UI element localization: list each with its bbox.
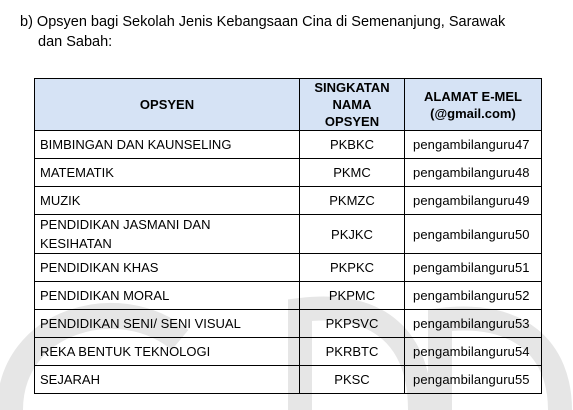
- row-email: pengambilanguru51: [405, 254, 542, 282]
- row-singkatan: PKRBTC: [300, 338, 405, 366]
- header-singkatan-line2: NAMA OPSYEN: [324, 97, 380, 129]
- table-row: [35, 366, 542, 394]
- row-email: pengambilanguru47: [405, 131, 542, 159]
- row-opsyen: PENDIDIKAN KHAS: [35, 254, 300, 282]
- table-row: [35, 159, 542, 187]
- row-singkatan: PKPMC: [300, 282, 405, 310]
- row-opsyen: MATEMATIK: [35, 159, 300, 187]
- header-singkatan: [300, 79, 405, 131]
- header-singkatan-line1: SINGKATAN: [314, 80, 390, 95]
- table-row: [35, 215, 542, 254]
- row-opsyen: SEJARAH: [35, 366, 300, 394]
- header-email-line1: ALAMAT E-MEL: [424, 88, 522, 104]
- row-singkatan: PKSC: [300, 366, 405, 394]
- row-singkatan: PKMC: [300, 159, 405, 187]
- table-row: [35, 254, 542, 282]
- table-header-row: [35, 79, 542, 131]
- opsyen-table: [34, 78, 542, 394]
- row-singkatan: PKBKC: [300, 131, 405, 159]
- row-email: pengambilanguru55: [405, 366, 542, 394]
- header-email: [405, 79, 542, 131]
- row-opsyen: PENDIDIKAN MORAL: [35, 282, 300, 310]
- table-row: [35, 338, 542, 366]
- header-email-line2: (@gmail.com): [430, 105, 516, 121]
- table-row: [35, 310, 542, 338]
- table-row: [35, 131, 542, 159]
- row-singkatan: PKJKC: [300, 215, 405, 254]
- row-singkatan: PKPSVC: [300, 310, 405, 338]
- row-opsyen: [35, 215, 300, 254]
- row-opsyen: BIMBINGAN DAN KAUNSELING: [35, 131, 300, 159]
- row-opsyen-line2: KESIHATAN: [40, 236, 112, 251]
- row-email: pengambilanguru50: [405, 215, 542, 254]
- row-opsyen-line1: PENDIDIKAN JASMANI DAN: [40, 217, 211, 232]
- intro-line-2: dan Sabah:: [38, 34, 113, 50]
- intro-paragraph: [20, 12, 555, 52]
- row-singkatan: PKMZC: [300, 187, 405, 215]
- row-email: pengambilanguru49: [405, 187, 542, 215]
- table-row: [35, 187, 542, 215]
- header-opsyen: OPSYEN: [35, 79, 300, 131]
- row-email: pengambilanguru48: [405, 159, 542, 187]
- row-opsyen: REKA BENTUK TEKNOLOGI: [35, 338, 300, 366]
- intro-line-1: b) Opsyen bagi Sekolah Jenis Kebangsaan Cina di Semenanjung, Sarawak: [20, 14, 506, 30]
- table-row: [35, 282, 542, 310]
- row-email: pengambilanguru52: [405, 282, 542, 310]
- row-opsyen: PENDIDIKAN SENI/ SENI VISUAL: [35, 310, 300, 338]
- row-email: pengambilanguru53: [405, 310, 542, 338]
- row-email: pengambilanguru54: [405, 338, 542, 366]
- row-opsyen: MUZIK: [35, 187, 300, 215]
- row-singkatan: PKPKC: [300, 254, 405, 282]
